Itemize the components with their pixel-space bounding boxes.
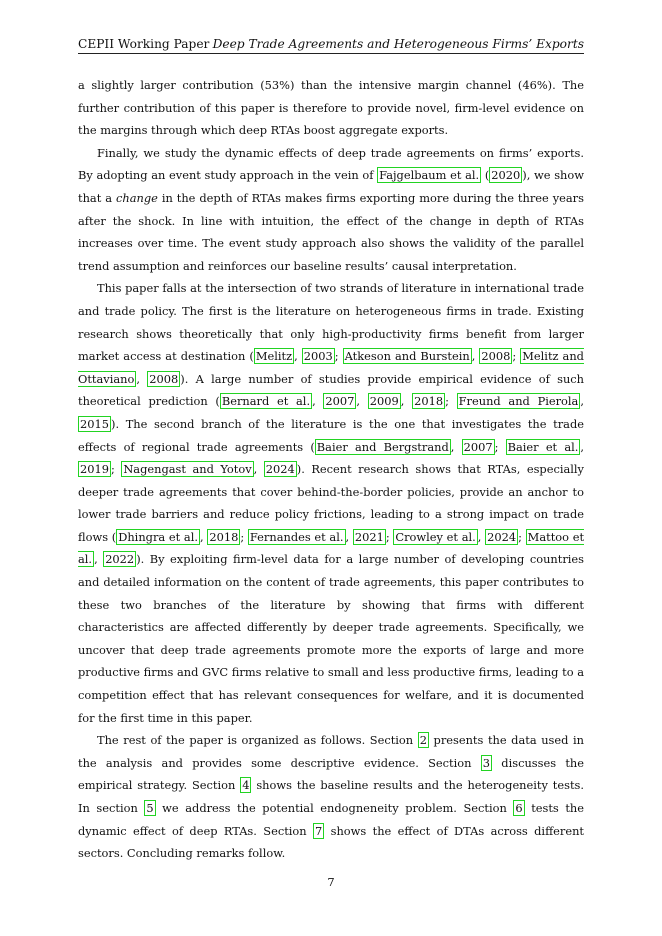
text-run: shows the effect of DTAs across different sectors. Concluding remarks follow.	[78, 823, 584, 861]
section-link[interactable]: 4	[242, 778, 250, 793]
text-run: ,	[471, 349, 480, 364]
text-run: ). By exploiting firm-level data for a large number of developing countries and detailed information on the content of trade agreements, this paper contributes to these two branches of the literature by showing that firms with different characteristics are affected differently by deeper trade agreements. Specifically, we uncover that deep trade agreements promote more the exports of large and more productive firms and GVC firms relative to small and less productive firms, leading to a competition effect that has relevant consequences for welfare, and it is documented for the first time in this paper.	[78, 552, 584, 725]
text-run: ;	[494, 439, 506, 454]
citation-link[interactable]: Baier and Bergstrand	[316, 439, 449, 454]
text-run: discusses the empirical strategy. Section	[78, 755, 585, 793]
citation-year-link[interactable]: 2020	[491, 168, 521, 183]
text-run: tests the dynamic effect of deep RTAs. Section	[78, 801, 585, 838]
text-run: ;	[385, 529, 394, 544]
citation-year-link[interactable]: 2015	[80, 416, 109, 431]
citation-link[interactable]: Melitz and Ottaviano	[78, 349, 584, 386]
text-run: ,	[400, 394, 413, 409]
text-run: ,	[94, 552, 104, 567]
citation-link[interactable]: Melitz	[255, 349, 293, 364]
citation-link[interactable]: Fajgelbaum et al.	[379, 168, 480, 183]
text-run: ,	[477, 529, 486, 544]
citation-year-link[interactable]: 2008	[149, 371, 179, 386]
citation-year-link[interactable]: 2018	[209, 529, 239, 544]
citation-year-link[interactable]: 2024	[487, 529, 517, 544]
paragraph-3	[78, 277, 584, 729]
section-link[interactable]: 5	[146, 801, 154, 815]
citation-year-link[interactable]: 2019	[80, 462, 109, 477]
emphasis-text: change	[115, 190, 158, 205]
citation-year-link[interactable]: 2003	[303, 349, 333, 364]
text-run: ;	[518, 529, 526, 544]
text-run: ;	[334, 349, 343, 364]
text-run: ,	[253, 462, 264, 477]
paragraph-4	[78, 729, 584, 865]
citation-link[interactable]: Bernard et al.	[221, 394, 311, 409]
text-run: presents the data used in the analysis and provides some descriptive evidence. Section	[78, 733, 584, 770]
text-run: ,	[580, 439, 585, 454]
section-link[interactable]: 6	[515, 801, 523, 815]
citation-year-link[interactable]: 2018	[414, 394, 444, 409]
text-run: ,	[200, 529, 208, 544]
page-number: 7	[327, 875, 335, 889]
paragraph-2	[78, 142, 584, 278]
paragraph-1	[78, 74, 584, 142]
citation-link[interactable]: Freund and Pierola	[458, 394, 579, 409]
header-series-title: CEPII Working Paper	[78, 37, 210, 51]
citation-year-link[interactable]: 2007	[325, 394, 355, 409]
text-run: (	[481, 168, 490, 183]
citation-year-link[interactable]: 2008	[481, 349, 511, 364]
citation-link[interactable]: Crowley et al.	[395, 529, 476, 544]
text-run: This paper falls at the intersection of two strands of literature in international trade and trade policy. The first is the literature on heterogeneous firms in trade. Existing research shows theoretically that only high-productivity firms benefit from larger market access at destination (	[78, 281, 584, 364]
text-run: ). The second branch of the literature is the one that investigates the trade effects of regional trade agreements (	[78, 416, 584, 454]
text-run: ;	[512, 349, 521, 364]
text-run: Finally, we study the dynamic effects of deep trade agreements on firms’ exports. By adopting an event study approach in the vein of	[78, 145, 584, 183]
citation-link[interactable]: Mattoo et al.	[78, 529, 585, 567]
citation-link[interactable]: Baier et al.	[507, 439, 579, 454]
text-run: shows the baseline results and the heterogeneity tests. In section	[78, 778, 585, 815]
text-run: ,	[312, 394, 324, 409]
text-run: ). A large number of studies provide empirical evidence of such theoretical prediction (	[78, 371, 585, 409]
citation-link[interactable]: Fernandes et al.	[249, 529, 344, 544]
body-text	[78, 74, 584, 865]
text-run: ), we show that a	[78, 168, 584, 205]
text-run: ;	[445, 394, 457, 409]
citation-link[interactable]: Dhingra et al.	[118, 529, 198, 544]
text-run: ,	[294, 349, 302, 364]
citation-link[interactable]: Nagengast and Yotov	[123, 462, 252, 477]
text-run: ,	[450, 439, 462, 454]
text-run: ;	[111, 462, 122, 477]
citation-year-link[interactable]: 2022	[105, 552, 135, 567]
running-header	[78, 36, 584, 54]
text-run: ,	[136, 371, 148, 386]
section-link[interactable]: 2	[419, 733, 427, 748]
text-run: in the depth of RTAs makes firms exporting more during the three years after the shock. In line with intuition, the effect of the change in depth of RTAs increases over time. The event study approach also shows the validity of the parallel trend assumption and reinforces our baseline results’ causal interpretation.	[78, 190, 584, 273]
citation-year-link[interactable]: 2009	[369, 394, 399, 409]
text-run: ). Recent research shows that RTAs, especially deeper trade agreements that cover behind-the-border policies, provide an anchor to lower trade barriers and reduce policy frictions, leading to a strong impact on trade flows (	[78, 462, 584, 544]
section-link[interactable]: 7	[315, 823, 323, 838]
citation-year-link[interactable]: 2007	[463, 439, 493, 454]
citation-year-link[interactable]: 2021	[354, 529, 384, 544]
text-run: ,	[580, 394, 584, 409]
text-run: a slightly larger contribution (53%) than the intensive margin channel (46%). The further contribution of this paper is therefore to provide novel, firm-level evidence on the margins through which deep RTAs boost aggregate exports.	[78, 78, 584, 138]
header-paper-title: Deep Trade Agreements and Heterogeneous Firms’ Exports	[212, 37, 584, 51]
text-run: ,	[356, 394, 368, 409]
text-run: ;	[240, 529, 248, 544]
text-run: we address the potential endogneneity problem. Section	[155, 801, 514, 815]
section-link[interactable]: 3	[482, 755, 491, 770]
text-run: ,	[345, 529, 353, 544]
citation-link[interactable]: Atkeson and Burstein	[344, 349, 470, 364]
citation-year-link[interactable]: 2024	[265, 462, 295, 477]
text-run: The rest of the paper is organized as follows. Section	[97, 733, 418, 748]
